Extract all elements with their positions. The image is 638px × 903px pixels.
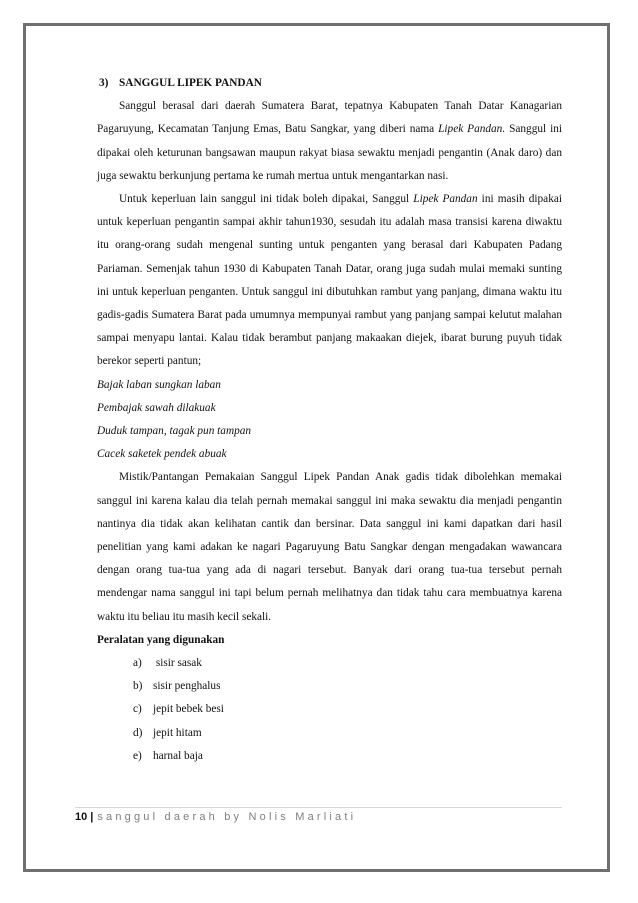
list-item [133, 652, 562, 675]
list-item [133, 745, 562, 768]
paragraph-origin [97, 95, 562, 188]
footer-separator: | [90, 811, 94, 823]
list-marker: b) [133, 680, 143, 693]
section-title: SANGGUL LIPEK PANDAN [119, 77, 262, 89]
pantun-line: Bajak laban sungkan laban [97, 378, 221, 391]
list-label: sisir sasak [153, 657, 202, 670]
section-number: 3) [99, 77, 109, 89]
pantun-verse [97, 374, 562, 467]
paragraph-usage-text-b: ini masih dipakai untuk keperluan pengantin sampai akhir tahun1930, sesudah itu adalah masa transisi karena diwaktu itu orang-orang sudah mengenal sunting untuk penganten yang berasal dari Kabupaten Padang Pariaman. Semenjak tahun 1930 di Kabupaten Tanah Datar, orang juga sudah mulai memaki sunting ini untuk keperluan penganten. Untuk sanggul ini dibutuhkan rambut yang panjang, dimana waktu itu gadis-gadis Sumatera Barat pada umumnya mempunyai rambut yang panjang sampai kelutut malahan sampai menyapu lantai. Kalau tidak berambut panjang makaakan diejek, ibarat burung puyuh tidak berekor seperti pantun; [97, 193, 563, 368]
equipment-list [97, 652, 562, 768]
pantun-line: Cacek saketek pendek abuak [97, 448, 227, 461]
paragraph-origin-text-b: Sanggul ini dipakai oleh keturunan bangsawan maupun rakyat biasa sewaktu menjadi pengantin (Anak daro) dan juga sewaktu berkunjung pertama ke rumah mertua untuk mengantarkan nasi. [97, 123, 562, 182]
list-item [133, 722, 562, 745]
pantun-line: Duduk tampan, tagak pun tampan [97, 425, 252, 438]
paragraph-origin-italic-name: Lipek Pandan. [438, 123, 506, 136]
running-title: sanggul daerah by Nolis Marliati [97, 811, 357, 823]
page-footer [75, 811, 356, 823]
list-item [133, 698, 562, 721]
list-marker: d) [133, 726, 143, 739]
list-item [133, 675, 562, 698]
list-label: harnal baja [153, 749, 203, 762]
document-body [97, 72, 562, 768]
section-heading [97, 72, 562, 95]
paragraph-usage-text-a: Untuk keperluan lain sanggul ini tidak boleh dipakai, Sanggul [119, 193, 414, 206]
list-marker: a) [133, 657, 142, 670]
list-label: jepit bebek besi [153, 703, 224, 716]
list-label: jepit hitam [153, 726, 202, 739]
list-marker: e) [133, 749, 142, 762]
paragraph-origin-text-a: Sanggul berasal dari daerah Sumatera Barat, tepatnya Kabupaten Tanah Datar Kanagarian Pagaruyung, Kecamatan Tanjung Emas, Batu Sangkar, yang diberi nama [97, 100, 562, 136]
list-marker: c) [133, 703, 142, 716]
paragraph-usage [97, 188, 562, 374]
pantun-line: Pembajak sawah dilakuak [97, 401, 216, 414]
list-label: sisir penghalus [153, 680, 221, 693]
paragraph-mystic: Mistik/Pantangan Pemakaian Sanggul Lipek Pandan Anak gadis tidak dibolehkan memakai sanggul ini karena kalau dia telah pernah memakai sanggul ini maka sewaktu dia menjadi pengantin nantinya dia tidak akan kelihatan cantik dan bersinar. Data sanggul ini kami dapatkan dari hasil penelitian yang kami adakan ke nagari Pagaruyung Batu Sangkar dengan mengadakan wawancara dengan orang tua-tua yang ada di nagari tersebut. Banyak dari orang tua-tua tersebut pernah mendengar nama sanggul ini tapi belum pernah melihatnya dan tidak tahu cara membuatnya karena waktu itu beliau itu masih kecil sekali. [97, 471, 562, 623]
footer-divider [75, 807, 562, 808]
equipment-heading: Peralatan yang digunakan [97, 633, 225, 646]
paragraph-usage-italic-name: Lipek Pandan [413, 193, 478, 206]
page-number: 10 [75, 811, 88, 823]
